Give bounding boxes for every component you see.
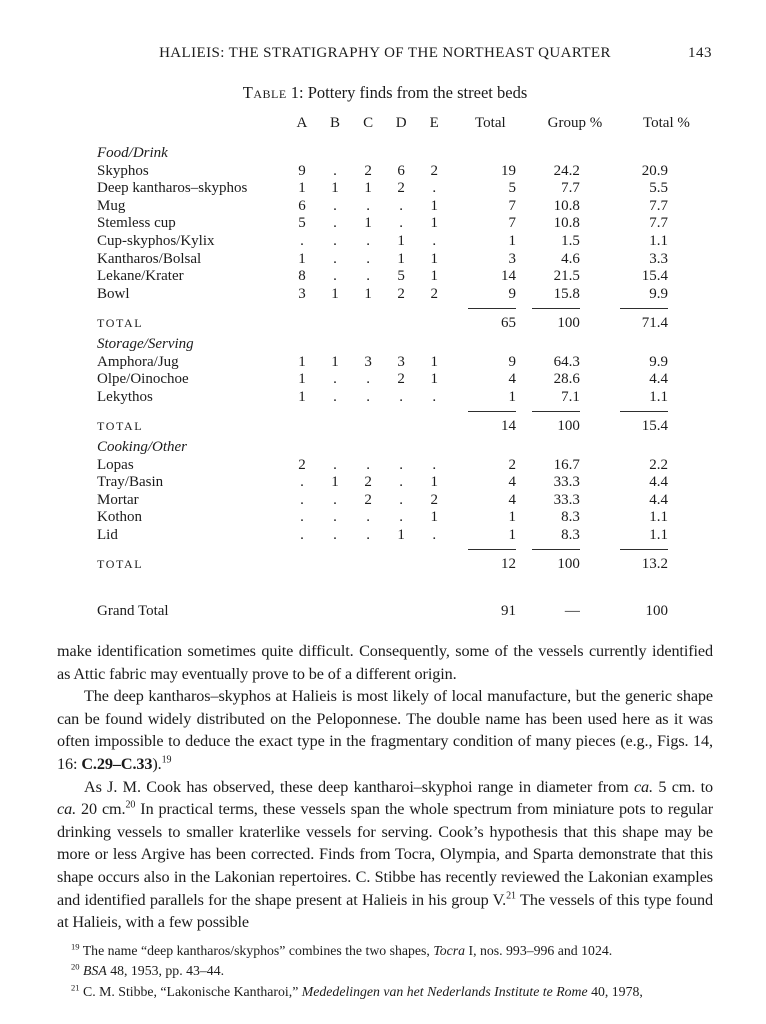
count-cell: 1 bbox=[364, 180, 372, 197]
table-row bbox=[97, 474, 713, 492]
table-row bbox=[97, 268, 713, 286]
section-total-value bbox=[620, 406, 713, 439]
count-cell: 5 bbox=[298, 215, 306, 232]
section-total-row bbox=[97, 544, 713, 577]
count-cell: 2 bbox=[430, 491, 438, 508]
count-cell: . bbox=[333, 371, 337, 388]
group-pct-cell: 8.3 bbox=[561, 526, 580, 543]
empty-cell bbox=[285, 577, 318, 621]
count-cell: 2 bbox=[397, 285, 405, 302]
count-cell: 2 bbox=[364, 162, 372, 179]
total-pct-cell: 4.4 bbox=[649, 474, 668, 491]
total-cell: 7 bbox=[508, 197, 516, 214]
table-row bbox=[97, 509, 713, 527]
count-cell: . bbox=[432, 232, 437, 249]
footnote-number: 21 bbox=[71, 982, 80, 993]
count-cell: . bbox=[366, 250, 370, 267]
count-cell: . bbox=[333, 215, 337, 232]
section-heading: Storage/Serving bbox=[97, 335, 194, 352]
total-cell: 7 bbox=[508, 215, 516, 232]
total-pct-cell: 1.1 bbox=[649, 388, 668, 405]
count-cell: . bbox=[333, 197, 337, 214]
sum-overline: 71.4 bbox=[620, 308, 668, 333]
total-pct-cell: 5.5 bbox=[649, 180, 668, 197]
empty-cell bbox=[319, 544, 352, 577]
sum-overline: 100 bbox=[532, 411, 580, 436]
total-pct-cell: 1.1 bbox=[649, 509, 668, 526]
count-cell: . bbox=[366, 232, 370, 249]
count-cell: 1 bbox=[331, 474, 339, 491]
row-label: Deep kantharos–skyphos bbox=[97, 180, 248, 197]
total-cell: 3 bbox=[508, 250, 516, 267]
count-cell: 1 bbox=[298, 180, 306, 197]
column-header-b: B bbox=[330, 115, 341, 131]
total-cell: 4 bbox=[508, 491, 516, 508]
table-title-rest: 1: Pottery finds from the street beds bbox=[286, 83, 528, 102]
empty-cell bbox=[319, 577, 352, 621]
pottery-table-body bbox=[97, 145, 713, 621]
row-label: Cup-skyphos/Kylix bbox=[97, 232, 215, 249]
empty-cell bbox=[418, 303, 451, 336]
table-row bbox=[97, 163, 713, 181]
empty-cell bbox=[319, 303, 352, 336]
table-row bbox=[97, 180, 713, 198]
total-cell: 1 bbox=[508, 388, 516, 405]
empty-cell bbox=[385, 577, 418, 621]
total-cell: 4 bbox=[508, 474, 516, 491]
table-row bbox=[97, 215, 713, 233]
footnote-number: 19 bbox=[71, 941, 80, 952]
total-pct-cell: 3.3 bbox=[649, 250, 668, 267]
count-cell: . bbox=[366, 371, 370, 388]
count-cell: 8 bbox=[298, 268, 306, 285]
column-header-e: E bbox=[429, 115, 439, 131]
count-cell: 3 bbox=[298, 285, 306, 302]
table-row bbox=[97, 233, 713, 251]
count-cell: 2 bbox=[397, 371, 405, 388]
footnote: $^{19}$ The name “deep kantharos/skyphos” combines the two shapes, Tocra I, nos. 993–996 and 1024. bbox=[71, 941, 613, 958]
section-heading: Cooking/Other bbox=[97, 438, 187, 455]
empty-cell bbox=[418, 406, 451, 439]
page-number: 143 bbox=[688, 45, 712, 61]
running-head-title: HALIEIS: THE STRATIGRAPHY OF THE NORTHEAST QUARTER bbox=[159, 45, 611, 61]
row-label: Mug bbox=[97, 197, 126, 214]
total-pct-cell: 20.9 bbox=[641, 162, 668, 179]
count-cell: . bbox=[399, 474, 404, 491]
count-cell: . bbox=[333, 456, 337, 473]
count-cell: 1 bbox=[430, 268, 438, 285]
section-total-label: TOTAL bbox=[97, 316, 144, 331]
count-cell: . bbox=[399, 388, 404, 405]
section-row bbox=[97, 336, 713, 354]
total-cell: 4 bbox=[508, 371, 516, 388]
count-cell: 1 bbox=[331, 285, 339, 302]
count-cell: 1 bbox=[331, 353, 339, 370]
count-cell: . bbox=[366, 268, 370, 285]
count-cell: 2 bbox=[364, 491, 372, 508]
total-cell: 1 bbox=[508, 509, 516, 526]
count-cell: 1 bbox=[298, 371, 306, 388]
count-cell: 1 bbox=[397, 232, 405, 249]
row-label: Amphora/Jug bbox=[97, 353, 179, 370]
count-cell: 1 bbox=[397, 250, 405, 267]
group-pct-cell: 7.7 bbox=[561, 180, 580, 197]
column-header-a: A bbox=[296, 115, 308, 131]
total-pct-cell: 1.1 bbox=[649, 526, 668, 543]
section-total-row bbox=[97, 303, 713, 336]
body-text bbox=[57, 640, 713, 934]
total-cell: 1 bbox=[508, 232, 516, 249]
count-cell: 6 bbox=[298, 197, 306, 214]
count-cell: . bbox=[366, 526, 370, 543]
paragraph: The deep kantharos–skyphos at Halieis is most likely of local manufacture, but the generic shape can be found widely distributed on the Peloponnese. The double name has been used here as it was often impossible to deduce the exact type in the fragmentary condition of many pieces (e.g., Figs. 14, 16: C.29–C.33).$^{19}$ bbox=[57, 687, 713, 774]
table-row bbox=[97, 198, 713, 216]
table-row bbox=[97, 251, 713, 269]
grand-total-row bbox=[97, 577, 713, 621]
count-cell: . bbox=[300, 491, 304, 508]
column-header-total-pct: Total % bbox=[643, 115, 690, 131]
count-cell: . bbox=[333, 509, 337, 526]
footnote-number: 20 bbox=[71, 961, 80, 972]
table-row bbox=[97, 286, 713, 304]
row-label: Lid bbox=[97, 526, 118, 543]
group-pct-cell: 64.3 bbox=[553, 353, 580, 370]
row-label: Lekane/Krater bbox=[97, 268, 184, 285]
sum-overline: 14 bbox=[468, 411, 516, 436]
count-cell: 1 bbox=[430, 197, 438, 214]
total-pct-cell: 2.2 bbox=[649, 456, 668, 473]
paragraph: As J. M. Cook has observed, these deep kantharoi–skyphoi range in diameter from ca. 5 cm. to ca. 20 cm.$^{20}$ In practical terms, these vessels span the whole spectrum from miniature pots to regular drinking vessels to smaller kraterlike vessels for serving. Cook’s hypothesis that this shape may be more or less Argive has been corrected. Finds from Tocra, Olympia, and Sparta demonstrate that this shape occurs also in the Lakonian repertoires. C. Stibbe has recently reviewed the Lakonian examples and identified parallels for the shape present at Halieis in his group V.$^{21}$ The vessels of this type found at Halieis, with a few possible bbox=[57, 777, 713, 932]
total-cell: 14 bbox=[500, 268, 516, 285]
table-row bbox=[97, 354, 713, 372]
group-pct-cell: 16.7 bbox=[553, 456, 580, 473]
count-cell: 1 bbox=[430, 353, 438, 370]
count-cell: . bbox=[432, 526, 437, 543]
group-pct-cell: 24.2 bbox=[553, 162, 580, 179]
count-cell: . bbox=[300, 509, 304, 526]
empty-cell bbox=[285, 303, 318, 336]
total-pct-cell: 9.9 bbox=[649, 353, 668, 370]
count-cell: 3 bbox=[364, 353, 372, 370]
section-heading: Food/Drink bbox=[97, 145, 168, 161]
column-header-total: Total bbox=[475, 115, 506, 131]
count-cell: . bbox=[333, 526, 337, 543]
total-pct-cell: 4.4 bbox=[649, 491, 668, 508]
grand-total-label: Grand Total bbox=[97, 603, 169, 620]
grand-total-value: 91 bbox=[500, 603, 516, 620]
row-label: Kantharos/Bolsal bbox=[97, 250, 202, 267]
row-label: Olpe/Oinochoe bbox=[97, 371, 189, 388]
count-cell: . bbox=[333, 162, 337, 179]
count-cell: . bbox=[366, 509, 370, 526]
total-pct-cell: 15.4 bbox=[641, 268, 668, 285]
count-cell: . bbox=[432, 388, 437, 405]
group-pct-cell: 10.8 bbox=[553, 215, 580, 232]
total-pct-cell: 4.4 bbox=[649, 371, 668, 388]
section-total-value bbox=[530, 406, 620, 439]
empty-cell bbox=[285, 406, 318, 439]
count-cell: 3 bbox=[397, 353, 405, 370]
count-cell: 2 bbox=[298, 456, 306, 473]
section-total-value bbox=[451, 303, 530, 336]
column-header-d: D bbox=[395, 115, 407, 131]
empty-cell bbox=[418, 577, 451, 621]
count-cell: 2 bbox=[397, 180, 405, 197]
total-cell: 9 bbox=[508, 353, 516, 370]
total-pct-cell: 7.7 bbox=[649, 197, 668, 214]
total-pct-cell: 1.1 bbox=[649, 232, 668, 249]
count-cell: . bbox=[399, 197, 404, 214]
row-label: Bowl bbox=[97, 285, 130, 302]
count-cell: . bbox=[300, 526, 304, 543]
count-cell: 2 bbox=[364, 474, 372, 491]
sum-overline: 13.2 bbox=[620, 549, 668, 574]
count-cell: . bbox=[366, 197, 370, 214]
table-row bbox=[97, 457, 713, 475]
row-label: Tray/Basin bbox=[97, 474, 164, 491]
sum-overline: 65 bbox=[468, 308, 516, 333]
table-row bbox=[97, 389, 713, 407]
table-header-row bbox=[97, 115, 713, 145]
count-cell: . bbox=[333, 250, 337, 267]
empty-cell bbox=[352, 544, 385, 577]
total-pct-cell: 9.9 bbox=[649, 285, 668, 302]
section-total-row bbox=[97, 406, 713, 439]
total-pct-cell: 7.7 bbox=[649, 215, 668, 232]
count-cell: . bbox=[399, 215, 404, 232]
count-cell: 1 bbox=[364, 285, 372, 302]
count-cell: 1 bbox=[430, 371, 438, 388]
row-label: Kothon bbox=[97, 509, 142, 526]
group-pct-cell: 21.5 bbox=[553, 268, 580, 285]
count-cell: . bbox=[399, 509, 404, 526]
pottery-table bbox=[97, 115, 713, 621]
section-total-label: TOTAL bbox=[97, 557, 144, 572]
section-total-value bbox=[451, 406, 530, 439]
empty-cell bbox=[352, 303, 385, 336]
sum-overline: 15.4 bbox=[620, 411, 668, 436]
group-pct-cell: 1.5 bbox=[561, 232, 580, 249]
count-cell: . bbox=[333, 388, 337, 405]
count-cell: 6 bbox=[397, 162, 405, 179]
group-pct-cell: 4.6 bbox=[561, 250, 580, 267]
total-cell: 9 bbox=[508, 285, 516, 302]
footnotes bbox=[57, 941, 713, 1003]
group-pct-cell: 33.3 bbox=[553, 474, 580, 491]
empty-cell bbox=[285, 544, 318, 577]
section-total-label: TOTAL bbox=[97, 419, 144, 434]
row-label: Lekythos bbox=[97, 388, 153, 405]
table-title-label: Table bbox=[242, 83, 287, 102]
row-label: Stemless cup bbox=[97, 215, 176, 232]
row-label: Lopas bbox=[97, 456, 134, 473]
count-cell: 1 bbox=[298, 388, 306, 405]
table-row bbox=[97, 527, 713, 545]
section-total-value bbox=[620, 544, 713, 577]
label-column-header bbox=[97, 115, 285, 145]
section-total-value bbox=[620, 303, 713, 336]
section-row bbox=[97, 145, 713, 163]
empty-cell bbox=[319, 406, 352, 439]
total-cell: 2 bbox=[508, 456, 516, 473]
count-cell: . bbox=[399, 456, 404, 473]
grand-total-group-pct: — bbox=[564, 603, 580, 620]
count-cell: . bbox=[300, 232, 304, 249]
footnote: $^{20}$ BSA 48, 1953, pp. 43–44. bbox=[71, 961, 225, 979]
empty-cell bbox=[385, 544, 418, 577]
group-pct-cell: 28.6 bbox=[553, 371, 580, 388]
footnote: $^{21}$ C. M. Stibbe, “Lakonische Kantharoi,” Mededelingen van het Nederlands Institute te Rome 40, 1978, bbox=[71, 982, 643, 999]
count-cell: 1 bbox=[430, 509, 438, 526]
count-cell: 9 bbox=[298, 162, 306, 179]
group-pct-cell: 15.8 bbox=[553, 285, 580, 302]
count-cell: . bbox=[333, 268, 337, 285]
count-cell: 1 bbox=[298, 353, 306, 370]
sum-overline: 100 bbox=[532, 549, 580, 574]
grand-total-total-pct: 100 bbox=[645, 603, 668, 620]
count-cell: 1 bbox=[397, 526, 405, 543]
count-cell: . bbox=[366, 456, 370, 473]
section-total-value bbox=[530, 303, 620, 336]
count-cell: 5 bbox=[397, 268, 405, 285]
group-pct-cell: 8.3 bbox=[561, 509, 580, 526]
group-pct-cell: 7.1 bbox=[561, 388, 580, 405]
group-pct-cell: 33.3 bbox=[553, 491, 580, 508]
section-row bbox=[97, 439, 713, 457]
total-cell: 19 bbox=[500, 162, 516, 179]
sum-overline: 100 bbox=[532, 308, 580, 333]
empty-cell bbox=[385, 406, 418, 439]
count-cell: 2 bbox=[430, 162, 438, 179]
count-cell: 1 bbox=[430, 474, 438, 491]
count-cell: . bbox=[366, 388, 370, 405]
empty-cell bbox=[385, 303, 418, 336]
count-cell: 1 bbox=[430, 250, 438, 267]
paragraph: make identification sometimes quite difficult. Consequently, some of the vessels currently identified as Attic fabric may eventually prove to be of a different origin. bbox=[57, 642, 713, 683]
count-cell: 2 bbox=[430, 285, 438, 302]
count-cell: . bbox=[432, 180, 437, 197]
total-cell: 1 bbox=[508, 526, 516, 543]
running-head bbox=[57, 44, 713, 62]
count-cell: 1 bbox=[364, 215, 372, 232]
count-cell: . bbox=[333, 232, 337, 249]
empty-cell bbox=[352, 406, 385, 439]
section-total-value bbox=[530, 544, 620, 577]
count-cell: 1 bbox=[331, 180, 339, 197]
table-title bbox=[57, 83, 713, 103]
group-pct-cell: 10.8 bbox=[553, 197, 580, 214]
section-total-value bbox=[451, 544, 530, 577]
empty-cell bbox=[418, 544, 451, 577]
column-header-c: C bbox=[363, 115, 374, 131]
row-label: Skyphos bbox=[97, 162, 149, 179]
count-cell: . bbox=[399, 491, 404, 508]
sum-overline: 12 bbox=[468, 549, 516, 574]
row-label: Mortar bbox=[97, 491, 139, 508]
column-header-group-pct: Group % bbox=[547, 115, 603, 131]
table-row bbox=[97, 492, 713, 510]
empty-cell bbox=[352, 577, 385, 621]
count-cell: 1 bbox=[298, 250, 306, 267]
count-cell: . bbox=[333, 491, 337, 508]
count-cell: 1 bbox=[430, 215, 438, 232]
count-cell: . bbox=[300, 474, 304, 491]
total-cell: 5 bbox=[508, 180, 516, 197]
table-row bbox=[97, 371, 713, 389]
count-cell: . bbox=[432, 456, 437, 473]
